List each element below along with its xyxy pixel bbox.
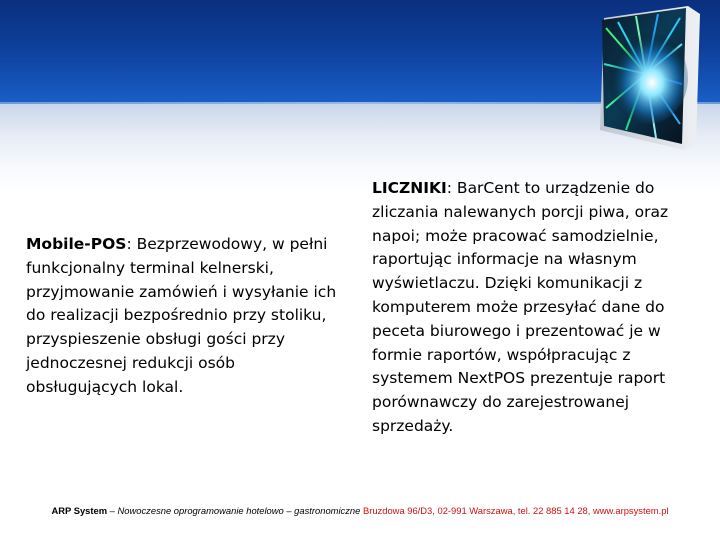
mobile-pos-text: : Bezprzewodowy, w pełni funkcjonalny terminal kelnerski, przyjmowanie zamówień i wysyłanie ich do realizacji bezpośrednio przy stoliku, przyspieszenie obsługi gości przy jednoczesnej redukcji osób obsługujących lokal. (26, 235, 337, 396)
liczniki-term: LICZNIKI (372, 179, 447, 197)
logo-cube-icon (596, 4, 702, 152)
footer-tagline: Nowoczesne oprogramowanie hotelowo – gastronomiczne (117, 505, 361, 516)
liczniki-text: : BarCent to urządzenie do zliczania nalewanych porcji piwa, oraz napoi; może pracować samodzielnie, raportując informacje na własnym wyświetlaczu. Dzięki komunikacji z komputerem może przesyłać dane do peceta biurowego i prezentować je w formie raportów, współpracując z systemem NextPOS prezentuje raport porównawczy do zarejestrowanej sprzedaży. (372, 179, 669, 435)
footer-separator: – (107, 505, 118, 516)
footer-address[interactable]: Bruzdowa 96/D3, 02-991 Warszawa, tel. 22 885 14 28, www.arpsystem.pl (360, 505, 669, 516)
footer-brand: ARP System (51, 505, 108, 516)
mobile-pos-paragraph (26, 233, 346, 400)
liczniki-paragraph (372, 177, 708, 439)
footer (0, 505, 720, 516)
mobile-pos-term: Mobile-POS (26, 235, 127, 253)
